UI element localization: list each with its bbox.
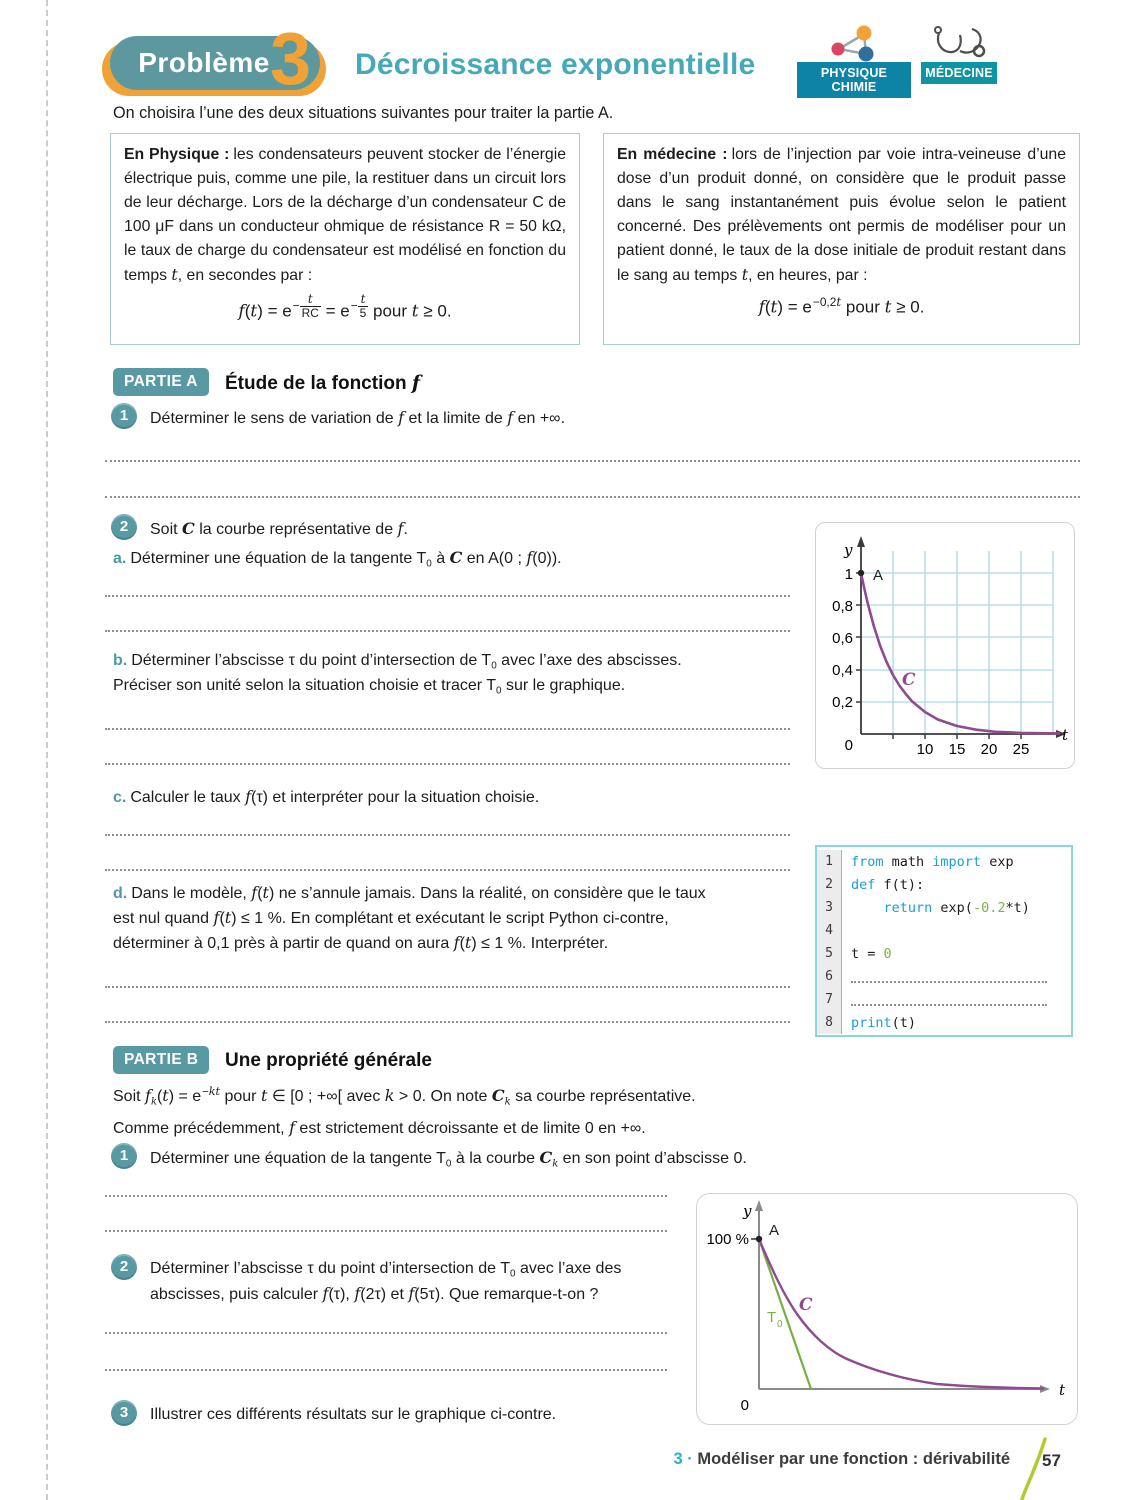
point-A xyxy=(858,570,864,576)
y-tick-label: 0,2 xyxy=(832,694,853,711)
y-axis-label: y xyxy=(844,541,853,559)
curve-label: C xyxy=(902,670,916,690)
physics-situation-box xyxy=(110,133,580,345)
answer-dotted-line xyxy=(105,761,790,765)
tangent-label-sub: 0 xyxy=(777,1319,783,1330)
footer-page-number: 57 xyxy=(1042,1451,1061,1470)
y-tick-label: 1 xyxy=(844,566,853,583)
x-axis-label: t xyxy=(1059,1381,1066,1399)
answer-dotted-line xyxy=(105,726,790,730)
answer-dotted-line xyxy=(105,867,790,871)
subject-badge-medecine xyxy=(921,24,997,84)
line-number: 3 xyxy=(817,896,842,919)
stethoscope-icon xyxy=(921,24,997,62)
intro-text: On choisira l’une des deux situations suivantes pour traiter la partie A. xyxy=(113,104,614,122)
question-letter: c. xyxy=(113,789,127,806)
point-A-label: A xyxy=(769,1222,780,1239)
subject-badge-label: PHYSIQUE CHIMIE xyxy=(797,62,911,98)
answer-dotted-line xyxy=(105,1330,667,1334)
partA-title: Étude de la fonction f xyxy=(225,372,421,394)
line-number: 6 xyxy=(817,965,842,988)
grid-lines xyxy=(861,551,1053,734)
question-number-badge: 1 xyxy=(111,1143,137,1169)
origin-label: 0 xyxy=(740,1397,749,1414)
footer-title-text: Modéliser par une fonction : dérivabilité xyxy=(697,1450,1010,1468)
partB-badge: PARTIE B xyxy=(113,1046,209,1074)
question-text: Déterminer une équation de la tangente $T_0$ à C en A(0 ; f(0)). xyxy=(130,548,562,570)
x-tick-label: 15 xyxy=(948,741,966,758)
point-A-label: A xyxy=(873,567,884,584)
axis-ticks xyxy=(856,573,1021,739)
question-letter: b. xyxy=(113,652,128,669)
question-letter: d. xyxy=(113,885,128,902)
footer-separator: · xyxy=(687,1450,693,1468)
question-text-a2b xyxy=(113,649,813,700)
value-100-label: 100 % xyxy=(706,1231,749,1248)
question-text-a2c xyxy=(113,785,803,810)
medicine-box-body: lors de l’injection par voie intra-veineuse d’une dose d’un produit donné, on considère que le produit passe dans le sang instantanément puis évolue selon le patient concerné. Des prélèvements ont permis de modéliser pour un patient donné, le taux de la dose initiale de produit restant dans le sang au temps t, en heures, par : xyxy=(617,146,1066,284)
question-text-a2d xyxy=(113,881,813,956)
answer-dotted-line xyxy=(105,628,790,632)
y-tick-label: 0,6 xyxy=(832,630,853,647)
problem-number: 3 xyxy=(270,17,312,100)
python-code-line: 8 print(t) xyxy=(817,1011,1071,1034)
answer-dotted-line xyxy=(105,1019,790,1023)
python-code-line: 1 from math import exp xyxy=(817,850,1071,873)
molecule-icon xyxy=(797,24,911,62)
curve-graph-partA xyxy=(815,522,1075,769)
x-axis-label: t xyxy=(1062,726,1069,744)
medicine-formula: f(t) = e−0,2t pour t ≥ 0. xyxy=(758,295,925,318)
x-tick-label: 25 xyxy=(1012,741,1030,758)
y-tick-label: 0,8 xyxy=(832,598,853,615)
partB-intro-line2: Comme précédemment, f est strictement décroissante et de limite 0 en +∞. xyxy=(113,1118,646,1137)
y-axis-label: y xyxy=(743,1202,752,1220)
python-code-line xyxy=(817,965,1071,988)
physics-box-body: les condensateurs peuvent stocker de l’énergie électrique puis, comme une pile, la restituer dans un circuit lors de leur décharge. Lors de la décharge d’un condensateur C de 100 μF dans un conducteur ohmique de résistance R = 50 kΩ, le taux de charge du condensateur est modélisé en fonction du temps t, en secondes par : xyxy=(124,146,566,284)
footer-chapter-title xyxy=(560,1450,1010,1469)
answer-dotted-line xyxy=(105,984,790,988)
medicine-situation-box xyxy=(603,133,1080,345)
answer-dotted-line xyxy=(105,494,1080,498)
answer-dotted-line xyxy=(105,1228,667,1232)
code-fill-in-line xyxy=(851,989,1047,1006)
question-text-a2a xyxy=(113,546,803,572)
answer-dotted-line xyxy=(105,458,1080,462)
question-text-a2: Soit C la courbe représentative de f. xyxy=(150,519,408,538)
code-fill-in-line xyxy=(851,966,1047,983)
line-number: 4 xyxy=(817,919,842,942)
answer-dotted-line xyxy=(105,832,790,836)
line-number: 8 xyxy=(817,1011,842,1034)
point-A xyxy=(756,1236,762,1242)
curve-graph-partB xyxy=(696,1193,1078,1425)
partB-intro-line1: Soit $f_k(t) = e-kt$ pour t ∈ [0 ; +∞[ avec k > 0. On note $C_k$ sa courbe représentative. xyxy=(113,1085,696,1108)
medicine-box-lead: En médecine : xyxy=(617,146,728,163)
python-code-line: 5 t = 0 xyxy=(817,942,1071,965)
question-text-b2: Déterminer l’abscisse τ du point d’intersection de $T_0$ avec l’axe des abscisses, puis calculer f(τ), f(2τ) et f(5τ). Que remarque-t-on ? xyxy=(150,1260,622,1304)
answer-dotted-line xyxy=(105,1193,667,1197)
python-code-block xyxy=(815,845,1073,1037)
curve-label: C xyxy=(799,1295,813,1315)
question-text-b1: Déterminer une équation de la tangente $T_0$ à la courbe $C_k$ en son point d’abscisse 0. xyxy=(150,1148,747,1170)
line-number: 1 xyxy=(817,850,842,873)
x-tick-label: 20 xyxy=(980,741,998,758)
question-number-badge: 1 xyxy=(111,403,137,429)
question-text-b3: Illustrer ces différents résultats sur le graphique ci-contre. xyxy=(150,1406,557,1423)
question-text: Déterminer l’abscisse τ du point d’intersection de $T_0$ avec l’axe des abscisses. Préciser son unité selon la situation choisie et tracer $T_0$ sur le graphique. xyxy=(113,652,682,697)
y-tick-label: 0,4 xyxy=(832,662,853,679)
subject-badge-physique-chimie xyxy=(797,24,911,98)
question-letter: a. xyxy=(113,550,127,567)
tangent-label: T xyxy=(767,1309,777,1326)
question-text-a1: Déterminer le sens de variation de f et la limite de f en +∞. xyxy=(150,408,566,427)
answer-dotted-line xyxy=(105,593,790,597)
line-number: 2 xyxy=(817,873,842,896)
python-code-line xyxy=(817,919,1071,942)
footer-chapter-number: 3 xyxy=(673,1450,683,1468)
physics-box-lead: En Physique : xyxy=(124,146,230,163)
physics-formula: f(t) = e− $\frac{t}{RC}$ = e− $\frac{t}{5}$ pour t ≥ 0. xyxy=(238,292,452,322)
x-tick-label: 10 xyxy=(916,741,934,758)
question-text: Dans le modèle, f(t) ne s’annule jamais. Dans la réalité, on considère que le taux est nul quand f(t) ≤ 1 %. En complétant et exécutant le script Python ci-contre, déterminer à 0,1 près à partir de quand on aura f(t) ≤ 1 %. Interpréter. xyxy=(113,883,706,952)
problem-label: Problème xyxy=(138,47,270,78)
question-number-badge: 2 xyxy=(111,514,137,540)
question-number-badge: 3 xyxy=(111,1400,137,1426)
python-code-line: 2 def f(t): xyxy=(817,873,1071,896)
answer-dotted-line xyxy=(105,1367,667,1371)
question-text: Calculer le taux f(τ) et interpréter pour la situation choisie. xyxy=(130,787,540,806)
margin-dashed-line xyxy=(46,0,48,1500)
page-title: Décroissance exponentielle xyxy=(355,48,756,81)
question-number-badge: 2 xyxy=(111,1254,137,1280)
python-code-line: 3 return exp(-0.2*t) xyxy=(817,896,1071,919)
origin-label: 0 xyxy=(844,737,853,754)
line-number: 5 xyxy=(817,942,842,965)
python-code-line xyxy=(817,988,1071,1011)
subject-badge-label: MÉDECINE xyxy=(921,62,997,84)
exponential-curve xyxy=(861,573,1059,733)
partA-badge: PARTIE A xyxy=(113,368,209,396)
partB-title: Une propriété générale xyxy=(225,1050,432,1071)
line-number: 7 xyxy=(817,988,842,1011)
